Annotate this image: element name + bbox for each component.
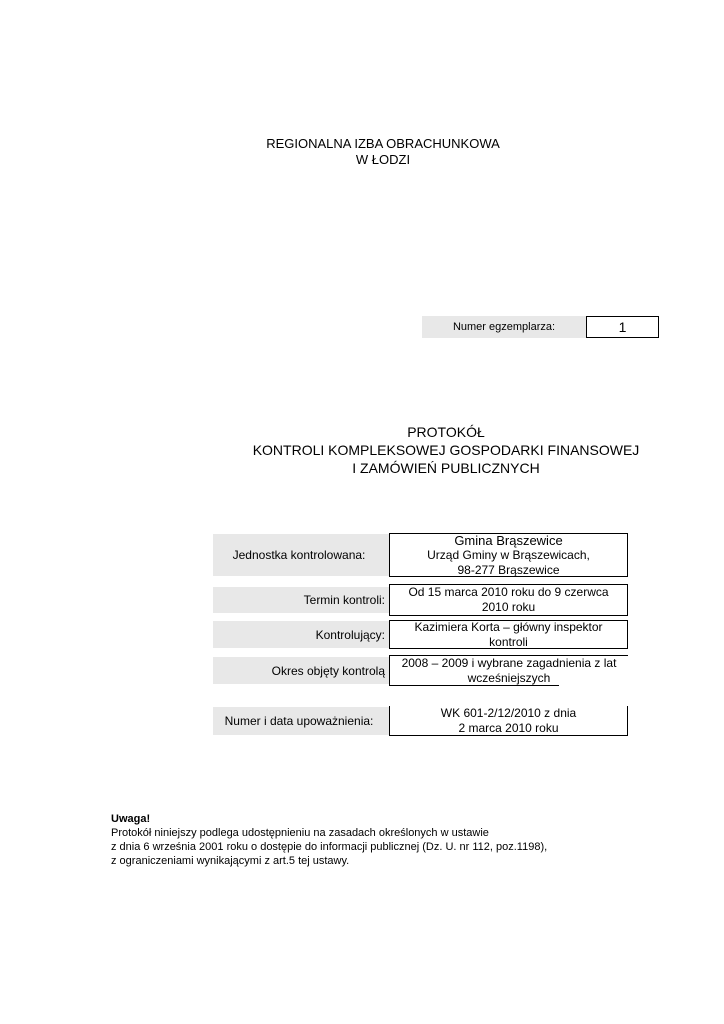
period-value (389, 655, 628, 685)
protocol-subtitle-line2: I ZAMÓWIEŃ PUBLICZNYCH (352, 460, 540, 476)
term-value (389, 584, 628, 616)
authorization-value (389, 706, 628, 736)
note-line2: z dnia 6 września 2001 roku o dostępie do informacji publicznej (Dz. U. nr 112, poz.1198), (111, 841, 548, 853)
unit-value-line2: Urząd Gminy w Brąszewicach, (427, 547, 590, 562)
note-line3: z ograniczeniami wynikającymi z art.5 tej ustawy. (111, 855, 350, 867)
term-value-line2: 2010 roku (481, 600, 536, 614)
unit-value-line1: Gmina Brąszewice (454, 532, 563, 548)
protocol-title: PROTOKÓŁ (407, 424, 485, 440)
authorization-label: Numer i data upoważnienia: (213, 707, 389, 735)
inspector-label: Kontrolujący: (213, 621, 389, 648)
term-value-line1: Od 15 marca 2010 roku do 9 czerwca (408, 585, 609, 599)
note-heading: Uwaga! (111, 813, 151, 825)
period-value-line1: 2008 – 2009 i wybrane zagadnienia z lat (401, 655, 617, 670)
authorization-value-line2: 2 marca 2010 roku (458, 720, 559, 735)
copy-number-label: Numer egzemplarza: (422, 316, 586, 338)
copy-number-value: 1 (586, 316, 659, 338)
unit-value (389, 533, 628, 577)
period-underline (389, 685, 559, 686)
period-label: Okres objęty kontrolą (213, 657, 389, 684)
inspector-value-line2: kontroli (489, 634, 528, 649)
protocol-subtitle-line1: KONTROLI KOMPLEKSOWEJ GOSPODARKI FINANSOWEJ (252, 442, 640, 458)
unit-label: Jednostka kontrolowana: (213, 534, 389, 576)
authorization-value-line1: WK 601-2/12/2010 z dnia (440, 705, 577, 720)
note-line1: Protokół niniejszy podlega udostępnieniu na zasadach określonych w ustawie (111, 827, 489, 839)
unit-value-line3: 98-277 Brąszewice (457, 562, 560, 577)
institution-name: REGIONALNA IZBA OBRACHUNKOWA (266, 136, 500, 151)
institution-city: W ŁODZI (355, 152, 411, 167)
inspector-value (389, 620, 628, 649)
note-block (111, 812, 631, 868)
term-label: Termin kontroli: (213, 587, 389, 613)
period-value-line2: wcześniejszych (467, 670, 551, 685)
inspector-value-line1: Kazimiera Korta – główny inspektor (414, 619, 603, 634)
